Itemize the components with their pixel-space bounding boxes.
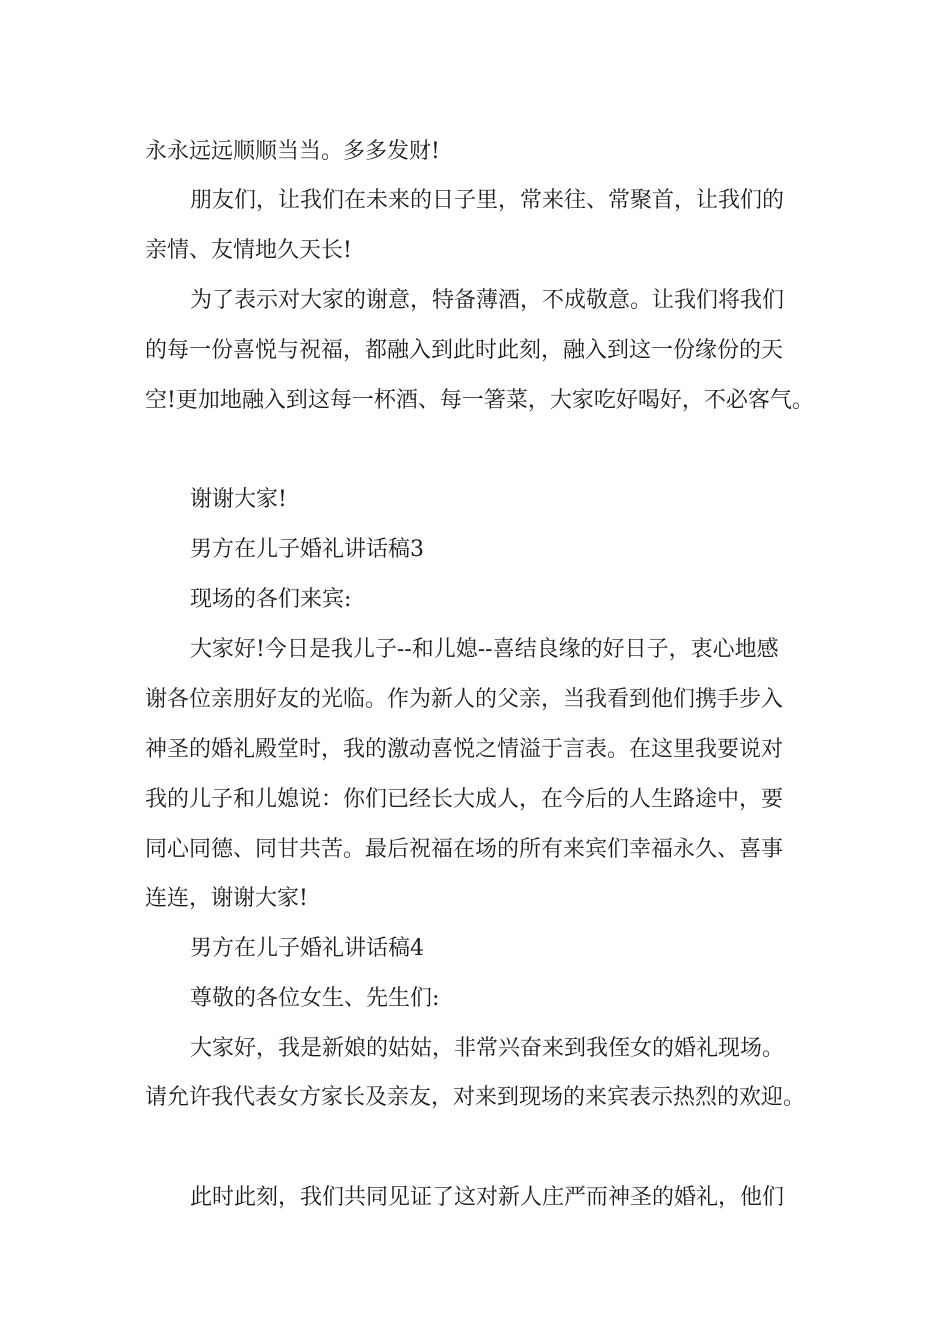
text-line: 同心同德、同甘共苦。最后祝福在场的所有来宾们幸福永久、喜事 [145,837,784,862]
text-line: 请允许我代表女方家长及亲友，对来到现场的来宾表示热烈的欢迎。 [145,1085,806,1110]
salutation: 现场的各们来宾: [190,587,352,612]
text-line: 神圣的婚礼殿堂时，我的激动喜悦之情溢于言表。在这里我要说对 [145,737,784,762]
paragraph-line: 谢谢大家! [190,487,287,512]
text-line: 永永远远顺顺当当。多多发财! [145,139,440,164]
text-line: 我的儿子和儿媳说：你们已经长大成人，在今后的人生路途中，要 [145,787,784,812]
section-heading: 男方在儿子婚礼讲话稿4 [190,936,424,961]
text-line: 谢各位亲朋好友的光临。作为新人的父亲，当我看到他们携手步入 [145,687,784,712]
paragraph-line: 为了表示对大家的谢意，特备薄酒，不成敬意。让我们将我们 [190,288,785,313]
text-line: 亲情、友情地久天长! [145,238,352,263]
text-line: 的每一份喜悦与祝福，都融入到此时此刻，融入到这一份缘份的天 [145,338,784,363]
paragraph-line: 此时此刻，我们共同见证了这对新人庄严而神圣的婚礼，他们 [190,1185,785,1210]
salutation: 尊敬的各位女生、先生们: [190,986,440,1011]
paragraph-line: 大家好，我是新娘的姑姑，非常兴奋来到我侄女的婚礼现场。 [190,1036,785,1061]
paragraph-line: 大家好!今日是我儿子--和儿媳--喜结良缘的好日子，衷心地感 [190,637,779,662]
text-line: 空!更加地融入到这每一杯酒、每一箸菜，大家吃好喝好，不必客气。 [145,388,814,413]
text-line: 连连，谢谢大家! [145,886,308,911]
section-heading: 男方在儿子婚礼讲话稿3 [190,537,424,562]
paragraph-line: 朋友们，让我们在未来的日子里，常来往、常聚首，让我们的 [190,188,785,213]
